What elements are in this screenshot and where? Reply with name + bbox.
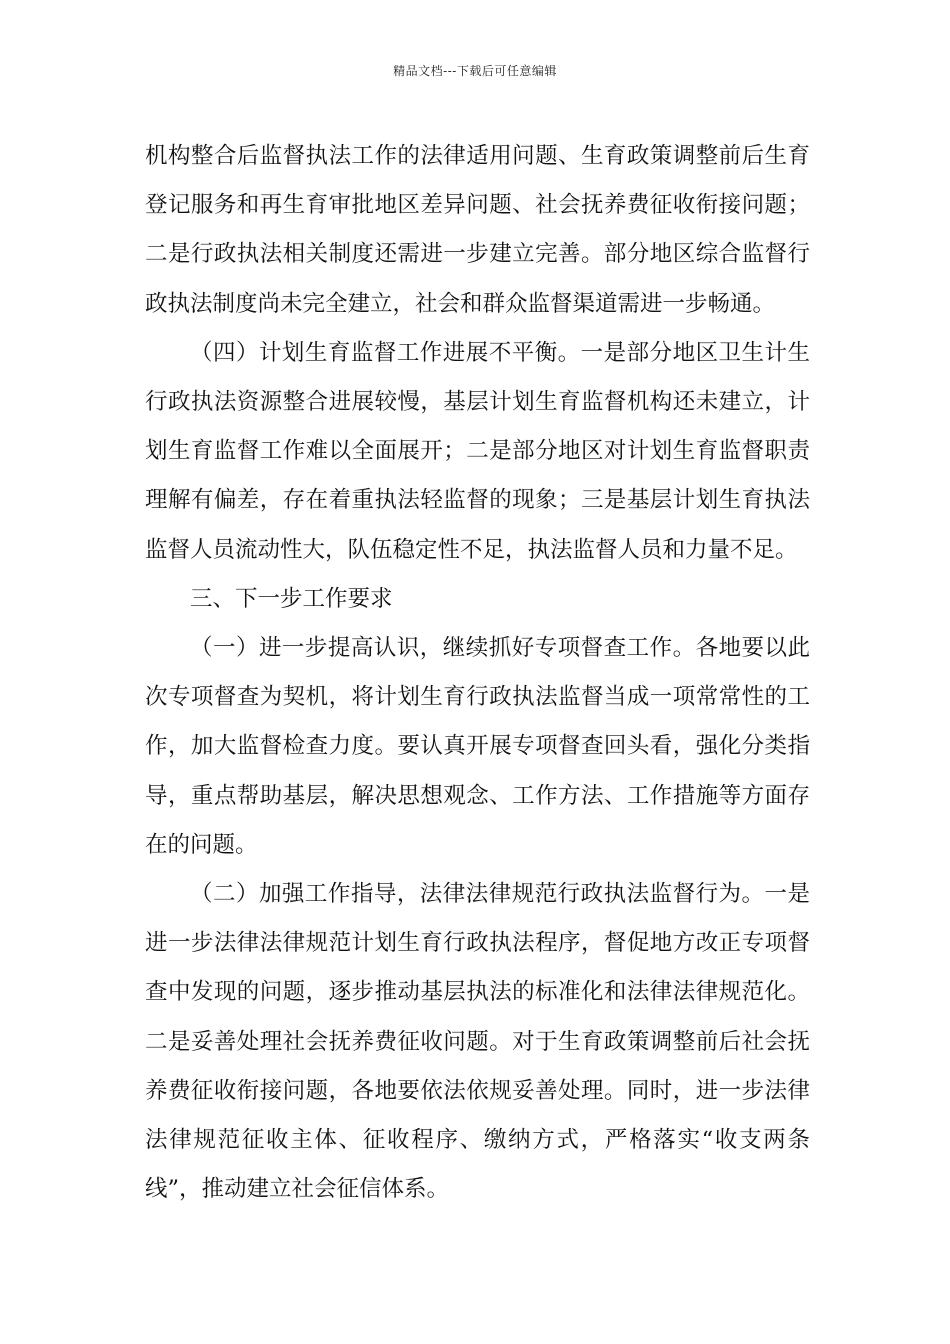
paragraph-section-4: （四）计划生育监督工作进展不平衡。一是部分地区卫生计生行政执法资源整合进展较慢，基层计划生育监督机构还未建立，计划生育监督工作难以全面展开；二是部分地区对计划生育监督职责理解有偏差，存在着重执法轻监督的现象；三是基层计划生育执法监督人员流动性大，队伍稳定性不足，执法监督人员和力量不足。 — [145, 339, 810, 563]
page-header: 精品文档---下载后可任意编辑 — [393, 64, 557, 78]
paragraph-requirement-2: （二）加强工作指导，法律法律规范行政执法监督行为。一是进一步法律法律规范计划生育行政执法程序，督促地方改正专项督查中发现的问题，逐步推动基层执法的标准化和法律法律规范化。二是妥善处理社会抚养费征收问题。对于生育政策调整前后社会抚养费征收衔接问题，各地要依法依规妥善处理。同时，进一步法律法律规范征收主体、征收程序、缴纳方式，严格落实“收支两条线”，推动建立社会征信体系。 — [145, 881, 810, 1203]
paragraph-requirement-1: （一）进一步提高认识，继续抓好专项督查工作。各地要以此次专项督查为契机，将计划生育行政执法监督当成一项常常性的工作，加大监督检查力度。要认真开展专项督查回头看，强化分类指导，重点帮助基层，解决思想观念、工作方法、工作措施等方面存在的问题。 — [145, 635, 810, 858]
paragraph-continuation: 机构整合后监督执法工作的法律适用问题、生育政策调整前后生育登记服务和再生育审批地区差异问题、社会抚养费征收衔接问题；二是行政执法相关制度还需进一步建立完善。部分地区综合监督行政执法制度尚未完全建立，社会和群众监督渠道需进一步畅通。 — [145, 143, 810, 317]
document-body — [145, 132, 810, 1214]
section-heading-next-steps: 三、下一步工作要求 — [190, 585, 393, 612]
